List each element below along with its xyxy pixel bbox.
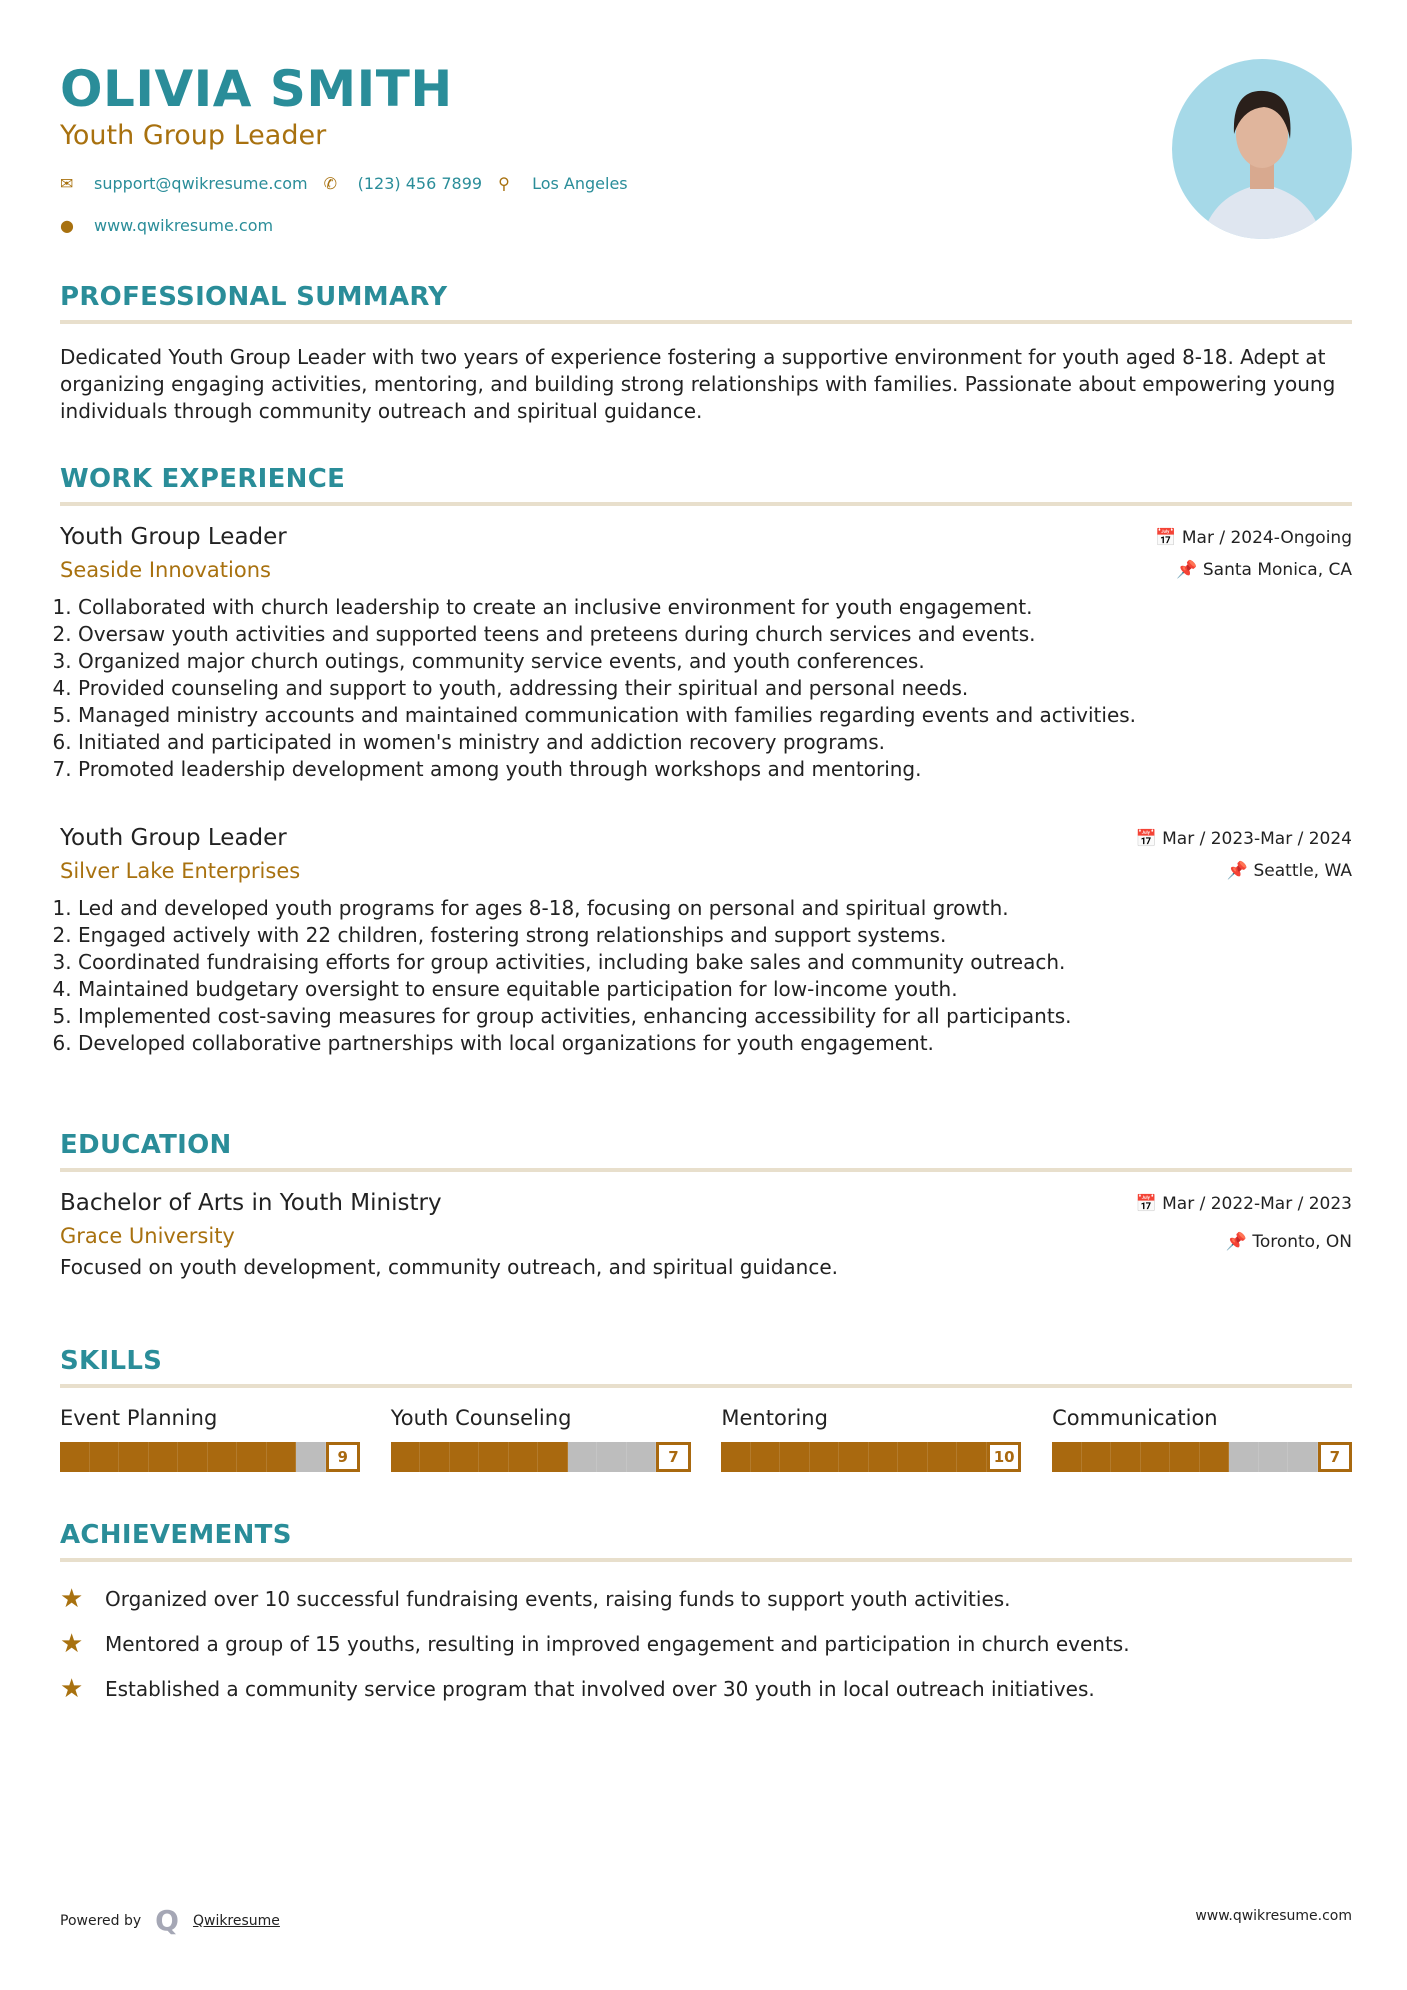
skill-segment [237,1442,267,1472]
job-title: Youth Group Leader [60,524,287,550]
contact-row [60,174,628,193]
bullet-item: 6. Initiated and participated in women's ministry and addiction recovery programs. [78,729,1352,756]
section-heading: SKILLS [60,1346,163,1376]
job-bullets [60,594,1352,783]
job-date [1155,528,1352,548]
bullet-item: 2. Engaged actively with 22 children, fostering strong relationships and support systems. [78,922,1352,949]
skill-segment [1200,1442,1230,1472]
job-location [1176,560,1352,580]
skill-segment [1259,1442,1289,1472]
skill-segment [1288,1442,1318,1472]
envelope-icon: ✉ [60,174,74,193]
job-date [1136,829,1352,849]
skill-bar [721,1442,1021,1472]
skill-level-badge: 7 [1318,1442,1353,1472]
bullet-item: 6. Developed collaborative partnerships with local organizations for youth engagement. [78,1030,1352,1057]
skill-segment [60,1442,90,1472]
globe-icon: ● [60,216,74,235]
bullet-item: 3. Organized major church outings, community service events, and youth conferences. [78,648,1352,675]
pin-icon: 📌 [1226,861,1254,881]
job-entry [60,825,1352,1057]
skill-segment [810,1442,840,1472]
footer-powered [60,1904,280,1937]
divider [60,1558,1352,1562]
footer-website[interactable]: www.qwikresume.com [1195,1908,1352,1924]
bullet-item: 7. Promoted leadership development among youth through workshops and mentoring. [78,756,1352,783]
date-text: Mar / 2023-Mar / 2024 [1162,829,1352,849]
skill-bar [60,1442,360,1472]
job-bullets [60,895,1352,1057]
skill-bar [1052,1442,1352,1472]
bullet-item: 5. Implemented cost-saving measures for group activities, enhancing accessibility for all participants. [78,1003,1352,1030]
skill-name: Youth Counseling [390,1406,572,1430]
skill-segment [509,1442,539,1472]
skill-segment [751,1442,781,1472]
achievement-text: Organized over 10 successful fundraising events, raising funds to support youth activities. [105,1586,1011,1611]
pin-icon: 📌 [1225,1232,1253,1252]
skill-segment [479,1442,509,1472]
location-text: Seattle, WA [1253,861,1352,881]
summary-text: Dedicated Youth Group Leader with two years of experience fostering a supportive environment for youth aged 8-18. Adept at organizing engaging activities, mentoring, and building strong relationships with families. Passionate about empowering young individuals through community outreach and spiritual guidance. [60,345,1336,423]
skill-segment [568,1442,598,1472]
skill-segment [267,1442,297,1472]
skill-segment [898,1442,928,1472]
degree: Bachelor of Arts in Youth Ministry [60,1190,442,1216]
pin-icon: 📌 [1176,560,1203,580]
date-text: Mar / 2022-Mar / 2023 [1162,1194,1352,1214]
skill-segment [627,1442,657,1472]
skill-item [391,1406,691,1472]
email-link[interactable]: support@qwikresume.com [94,174,308,193]
date-text: Mar / 2024-Ongoing [1181,528,1352,548]
education-description: Focused on youth development, community outreach, and spiritual guidance. [60,1255,838,1279]
skill-segment [869,1442,899,1472]
job-location [1227,861,1352,881]
skill-segment [178,1442,208,1472]
location-text: Santa Monica, CA [1202,560,1352,580]
skill-segment [296,1442,326,1472]
skill-segment [597,1442,627,1472]
calendar-icon: 📅 [1135,829,1163,849]
skill-segment [957,1442,987,1472]
skill-segment [1052,1442,1082,1472]
skill-segment [928,1442,958,1472]
section-heading: ACHIEVEMENTS [60,1520,292,1550]
profile-photo [1172,59,1352,239]
divider [60,1168,1352,1172]
skill-segment [208,1442,238,1472]
skill-segment [450,1442,480,1472]
skill-segment [1082,1442,1112,1472]
section-heading: PROFESSIONAL SUMMARY [60,282,448,312]
website-link[interactable]: www.qwikresume.com [94,216,274,235]
skill-segment [391,1442,421,1472]
phone-icon: ✆ [323,174,338,193]
skill-bar [391,1442,691,1472]
skill-segment [149,1442,179,1472]
skill-segment [1141,1442,1171,1472]
achievements-section [60,1520,1352,1711]
skill-name: Event Planning [60,1406,218,1430]
achievement-item [60,1666,1352,1711]
skill-level-badge: 7 [656,1442,691,1472]
skill-level-badge: 9 [326,1442,361,1472]
education-location [1226,1232,1352,1252]
achievement-item [60,1621,1352,1666]
powered-by-label: Powered by [60,1912,142,1929]
skill-segment [90,1442,120,1472]
qwikresume-logo-icon: Q [155,1904,179,1937]
company-name: Silver Lake Enterprises [60,859,301,883]
education-section [60,1130,1352,1281]
skill-segment [1170,1442,1200,1472]
divider [60,1384,1352,1388]
candidate-title: Youth Group Leader [60,120,327,151]
skill-item [1052,1406,1352,1472]
skill-item [60,1406,360,1472]
star-icon: ★ [60,1628,84,1659]
achievement-text: Mentored a group of 15 youths, resulting in improved engagement and participation in church events. [105,1631,1130,1656]
skill-segment [1229,1442,1259,1472]
skill-segment [420,1442,450,1472]
skill-segment [119,1442,149,1472]
bullet-item: 1. Collaborated with church leadership to create an inclusive environment for youth engagement. [78,594,1352,621]
brand-link[interactable]: Qwikresume [192,1912,280,1929]
skill-segment [538,1442,568,1472]
achievement-text: Established a community service program that involved over 30 youth in local outreach initiatives. [105,1676,1095,1701]
summary-section [60,282,1352,425]
website-row [60,216,273,235]
bullet-item: 5. Managed ministry accounts and maintained communication with families regarding events and activities. [78,702,1352,729]
skill-segment [839,1442,869,1472]
divider [60,502,1352,506]
job-title: Youth Group Leader [60,825,287,851]
skill-segment [721,1442,751,1472]
star-icon: ★ [60,1673,84,1704]
section-heading: EDUCATION [60,1130,232,1160]
calendar-icon: 📅 [1155,528,1182,548]
achievement-item [60,1576,1352,1621]
job-entry [60,524,1352,783]
education-date [1136,1194,1352,1214]
skill-name: Mentoring [721,1406,828,1430]
skill-level-badge: 10 [987,1442,1022,1472]
skills-section [60,1346,1352,1388]
achievements-list [60,1576,1352,1711]
map-pin-icon: ⚲ [498,174,510,193]
bullet-item: 3. Coordinated fundraising efforts for group activities, including bake sales and community outreach. [78,949,1352,976]
skill-item [721,1406,1021,1472]
section-heading: WORK EXPERIENCE [60,464,346,494]
bullet-item: 1. Led and developed youth programs for ages 8-18, focusing on personal and spiritual growth. [78,895,1352,922]
experience-section [60,464,1352,506]
candidate-name: OLIVIA SMITH [60,60,453,118]
skill-name: Communication [1052,1406,1218,1430]
bullet-item: 4. Maintained budgetary oversight to ensure equitable participation for low-income youth. [78,976,1352,1003]
skill-segment [1111,1442,1141,1472]
calendar-icon: 📅 [1135,1194,1163,1214]
skill-segment [780,1442,810,1472]
star-icon: ★ [60,1583,84,1614]
divider [60,320,1352,324]
company-name: Seaside Innovations [60,558,271,582]
location-text: Toronto, ON [1252,1232,1352,1252]
school: Grace University [60,1224,235,1248]
location-text: Los Angeles [532,174,628,193]
phone-text: (123) 456 7899 [357,174,483,193]
bullet-item: 2. Oversaw youth activities and supported teens and preteens during church services and events. [78,621,1352,648]
bullet-item: 4. Provided counseling and support to youth, addressing their spiritual and personal needs. [78,675,1352,702]
